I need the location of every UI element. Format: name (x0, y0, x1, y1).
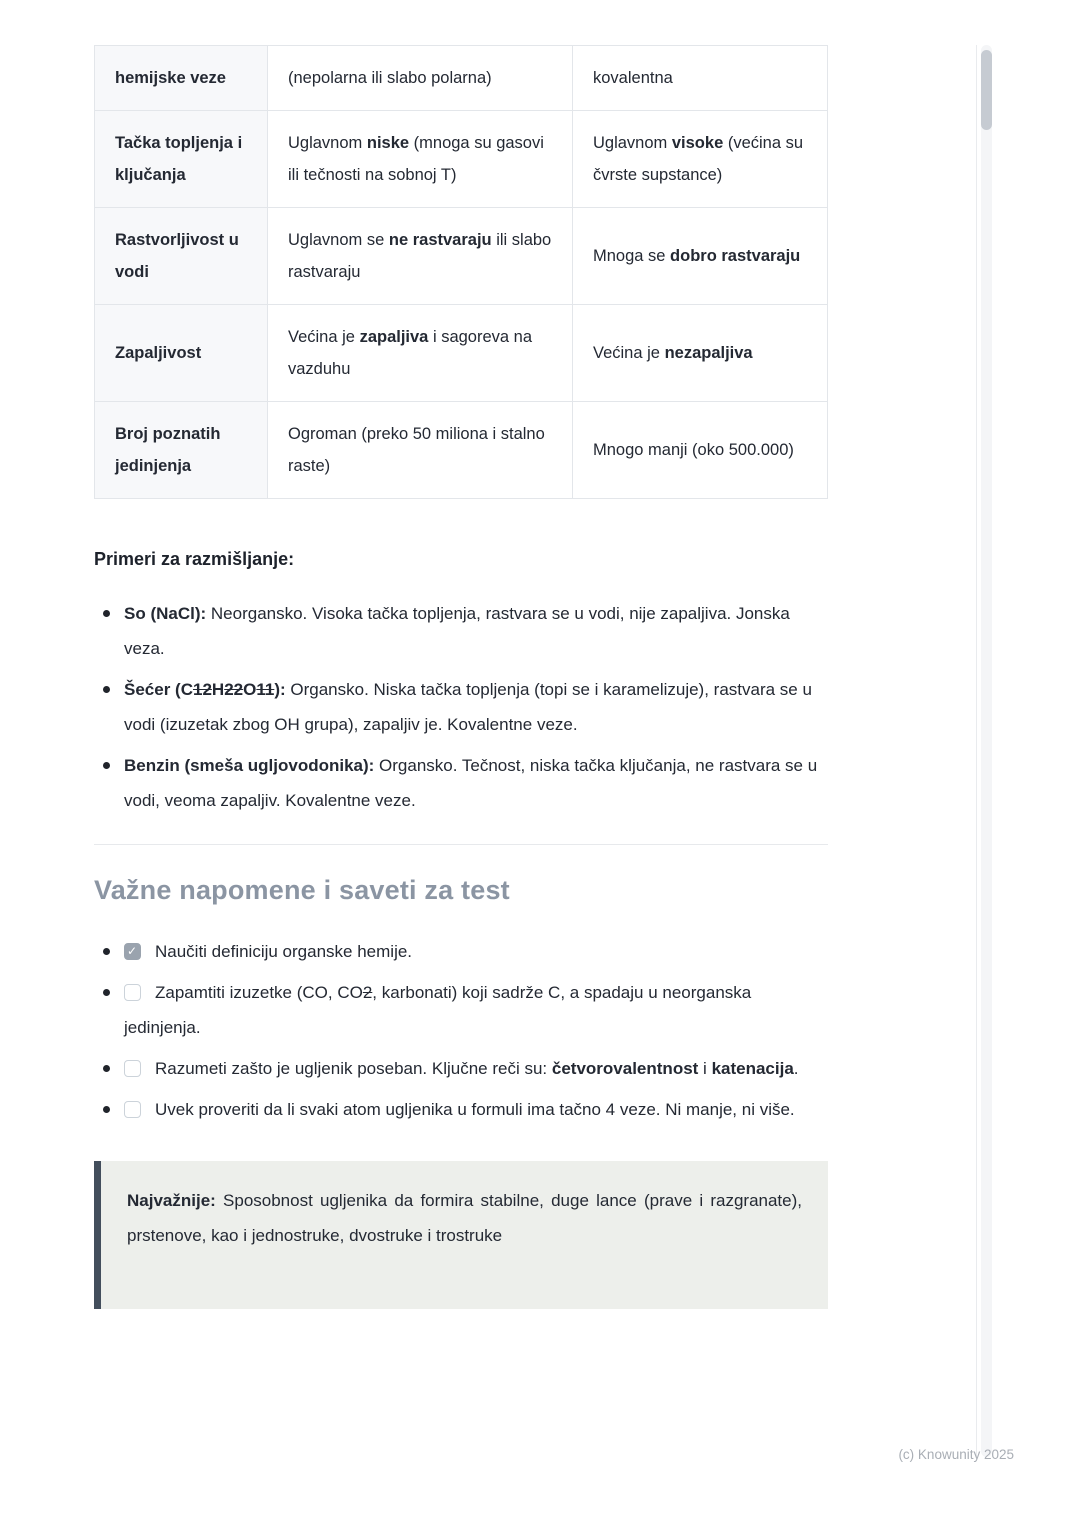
example-text: So (NaCl): Neorgansko. Visoka tačka topljenja, rastvara se u vodi, nije zapaljiva. Jonska veza. (124, 604, 790, 658)
table-row (95, 305, 828, 402)
organic-cell: Uglavnom se ne rastvaraju ili slabo rastvaraju (268, 208, 573, 305)
example-text: Šećer (C12H22O11): Organsko. Niska tačka topljenja (topi se i karamelizuje), rastvara se u vodi (izuzetak zbog OH grupa), zapaljiv je. Kovalentne veze. (124, 680, 812, 734)
checklist-item (94, 975, 828, 1045)
page-edge-divider (976, 45, 977, 1457)
examples-list (94, 596, 828, 818)
checklist-item (94, 934, 828, 969)
row-label-cell: Zapaljivost (95, 305, 268, 402)
row-label-cell: Broj poznatih jedinjenja (95, 402, 268, 499)
row-label-cell: hemijske veze (95, 46, 268, 111)
organic-cell: Ogroman (preko 50 miliona i stalno raste) (268, 402, 573, 499)
important-callout (94, 1161, 828, 1309)
document-content (94, 0, 828, 1309)
checklist-item-text: Naučiti definiciju organske hemije. (155, 942, 413, 961)
notes-heading: Važne napomene i saveti za test (94, 875, 510, 905)
table-row (95, 46, 828, 111)
checkbox-icon[interactable] (124, 1060, 141, 1077)
inorganic-cell: Mnoga se dobro rastvaraju (573, 208, 828, 305)
checklist-item-text: Razumeti zašto je ugljenik poseban. Ključne reči su: četvorovalentnost i katenacija. (155, 1059, 799, 1078)
comparison-table (94, 45, 828, 499)
callout-text: Najvažnije: Sposobnost ugljenika da formira stabilne, duge lance (prave i razgranate), prstenove, kao i jednostruke, dvostruke i trostruke (127, 1191, 802, 1245)
example-list-item (94, 672, 828, 742)
section-divider (94, 844, 828, 845)
checklist-item-text: Uvek proveriti da li svaki atom ugljenika u formuli ima tačno 4 veze. Ni manje, ni više. (155, 1100, 795, 1119)
inorganic-cell: Mnogo manji (oko 500.000) (573, 402, 828, 499)
checklist-item-text: Zapamtiti izuzetke (CO, CO2, karbonati) koji sadrže C, a spadaju u neorganska jedinjenja. (124, 983, 752, 1037)
checkbox-icon[interactable] (124, 943, 141, 960)
examples-heading: Primeri za razmišljanje: (94, 549, 295, 569)
row-label-cell: Tačka topljenja i ključanja (95, 111, 268, 208)
row-label-cell: Rastvorljivost u vodi (95, 208, 268, 305)
checkbox-icon[interactable] (124, 1101, 141, 1118)
table-row (95, 111, 828, 208)
checklist-item (94, 1051, 828, 1086)
copyright-note: (c) Knowunity 2025 (898, 1447, 1014, 1462)
test-checklist (94, 934, 828, 1127)
example-list-item (94, 748, 828, 818)
example-list-item (94, 596, 828, 666)
organic-cell: Uglavnom niske (mnoga su gasovi ili tečnosti na sobnoj T) (268, 111, 573, 208)
checklist-item (94, 1092, 828, 1127)
organic-cell: (nepolarna ili slabo polarna) (268, 46, 573, 111)
scrollbar-thumb[interactable] (981, 50, 992, 130)
inorganic-cell: kovalentna (573, 46, 828, 111)
comparison-table-body (95, 46, 828, 499)
checkbox-icon[interactable] (124, 984, 141, 1001)
scrollbar-track[interactable] (981, 45, 992, 1457)
example-text: Benzin (smeša ugljovodonika): Organsko. Tečnost, niska tačka ključanja, ne rastvara se u vodi, veoma zapaljiv. Kovalentne veze. (124, 756, 818, 810)
inorganic-cell: Uglavnom visoke (većina su čvrste supstance) (573, 111, 828, 208)
table-row (95, 402, 828, 499)
inorganic-cell: Većina je nezapaljiva (573, 305, 828, 402)
table-row (95, 208, 828, 305)
organic-cell: Većina je zapaljiva i sagoreva na vazduhu (268, 305, 573, 402)
